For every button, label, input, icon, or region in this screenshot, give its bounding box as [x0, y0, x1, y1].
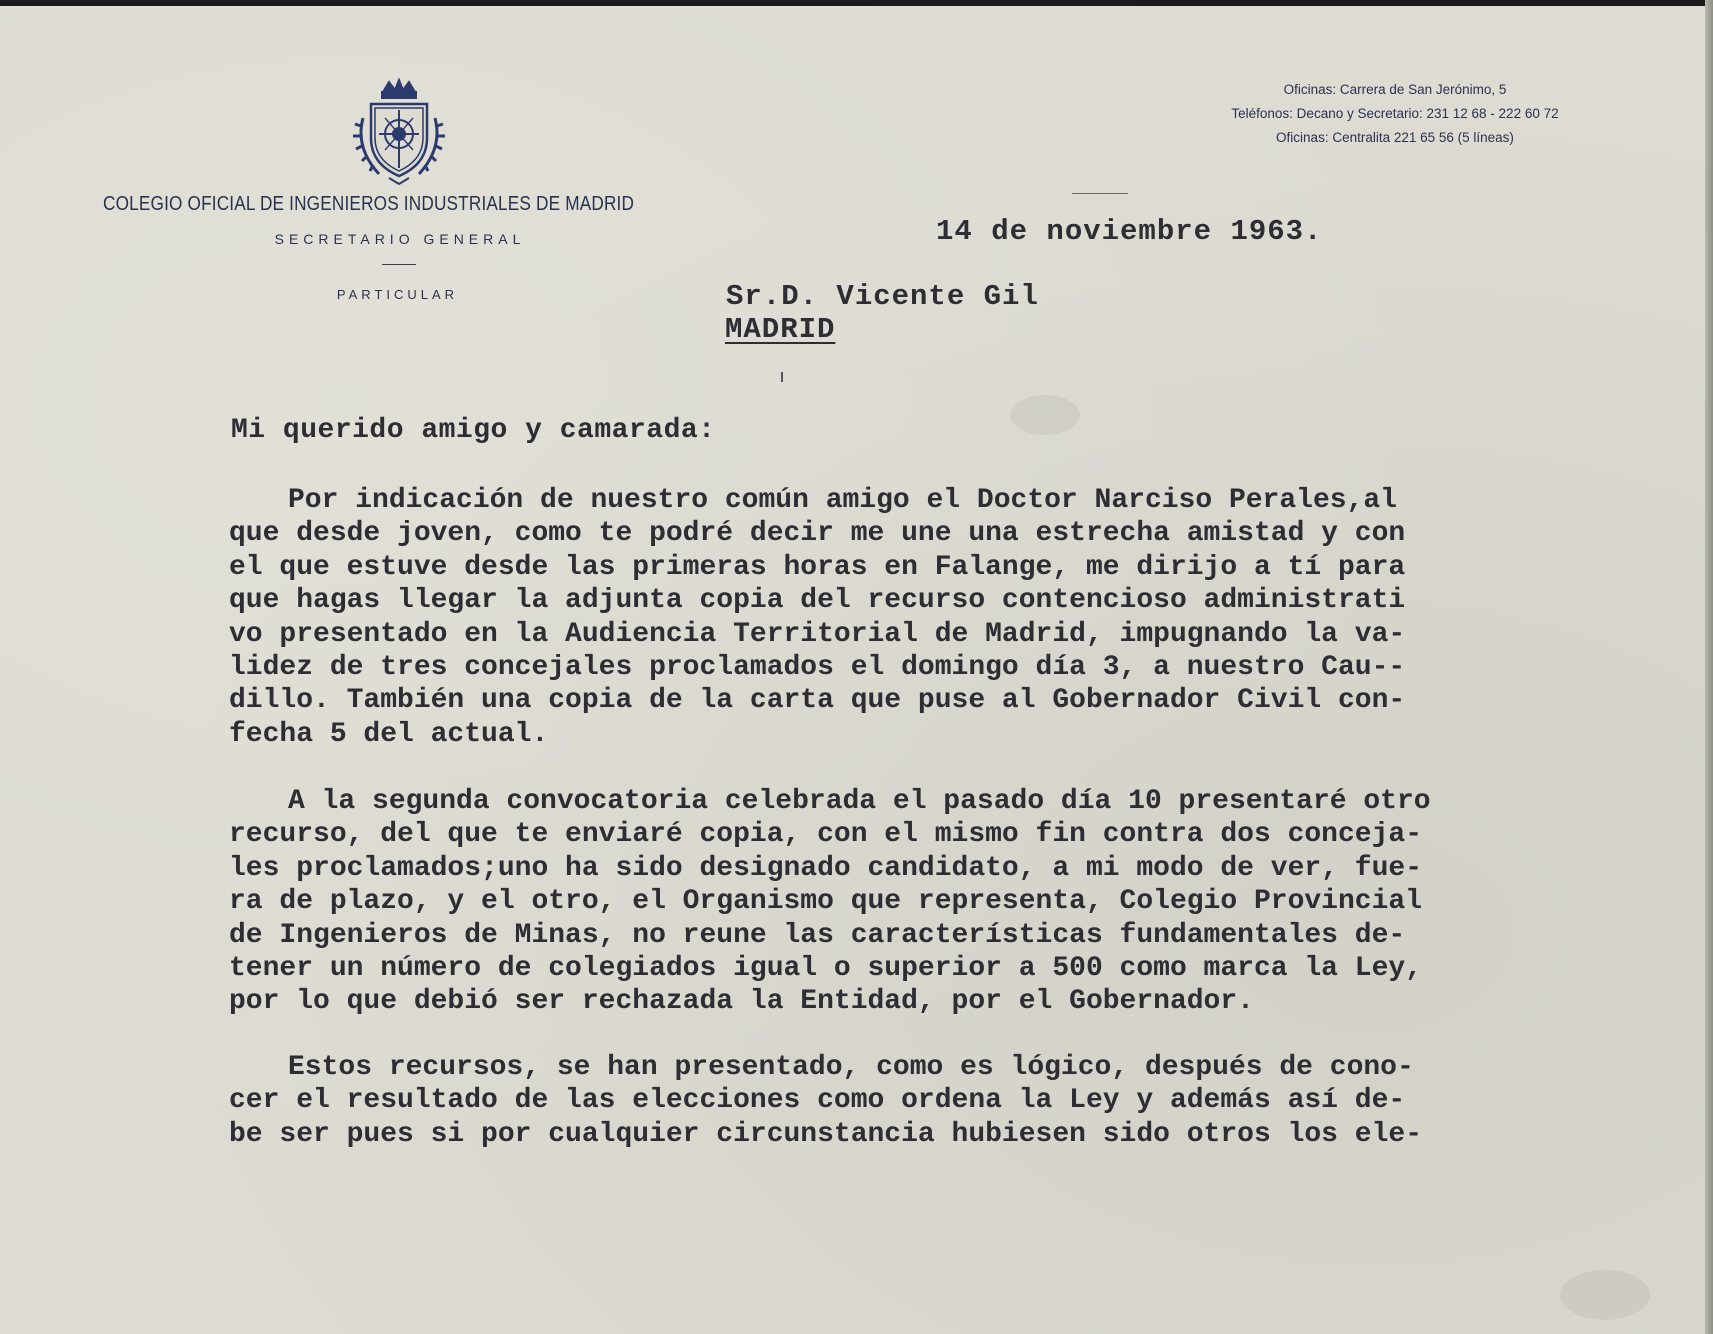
text-line: fecha 5 del actual.: [229, 718, 549, 750]
pencil-mark: [781, 372, 783, 382]
pencil-mark: [1072, 193, 1128, 194]
salutation: Mi querido amigo y camarada:: [231, 415, 716, 446]
recipient-name: Sr.D. Vicente Gil: [726, 280, 1039, 313]
body-paragraph-1: [229, 484, 1709, 751]
text-line: el que estuve desde las primeras horas en Falange, me dirijo a tí para: [229, 551, 1406, 583]
letter-date: 14 de noviembre 1963.: [936, 215, 1323, 248]
scan-top-edge: [0, 0, 1713, 6]
contact-line: Teléfonos: Decano y Secretario: 231 12 68 - 222 60 72: [1231, 106, 1559, 121]
recipient-city: MADRID: [725, 313, 836, 346]
text-line: dillo. También una copia de la carta que puse al Gobernador Civil con-: [229, 685, 1406, 717]
paper-stain: [1010, 395, 1080, 435]
contact-line: Oficinas: Carrera de San Jerónimo, 5: [1283, 82, 1507, 97]
contact-line: Oficinas: Centralita 221 65 56 (5 líneas): [1276, 130, 1514, 145]
body-paragraph-2: [229, 785, 1709, 1019]
text-line: vo presentado en la Audiencia Territorial de Madrid, impugnando la va-: [229, 618, 1406, 650]
letterhead-marking: PARTICULAR: [336, 287, 459, 302]
crest-emblem-icon: [349, 78, 449, 186]
text-line: les proclamados;uno ha sido designado candidato, a mi modo de ver, fue-: [229, 852, 1422, 884]
organization-name: COLEGIO OFICIAL DE INGENIEROS INDUSTRIALES DE MADRID: [103, 193, 635, 215]
text-line: que hagas llegar la adjunta copia del recurso contencioso administrati: [229, 585, 1406, 617]
text-line: Por indicación de nuestro común amigo el Doctor Narciso Perales,al: [288, 485, 1397, 516]
text-line: de Ingenieros de Minas, no reune las características fundamentales de-: [229, 919, 1406, 951]
contact-block: [1160, 78, 1630, 150]
text-line: lidez de tres concejales proclamados el domingo día 3, a nuestro Cau--: [229, 652, 1406, 684]
letterhead-subtitle: SECRETARIO GENERAL: [274, 231, 526, 247]
paper-stain: [1560, 1270, 1650, 1320]
text-line: cer el resultado de las elecciones como ordena la Ley y además así de-: [229, 1085, 1406, 1117]
text-line: que desde joven, como te podré decir me une una estrecha amistad y con: [229, 518, 1406, 550]
text-line: tener un número de colegiados igual o superior a 500 como marca la Ley,: [229, 953, 1422, 985]
text-line: A la segunda convocatoria celebrada el pasado día 10 presentaré otro: [288, 786, 1431, 817]
text-line: Estos recursos, se han presentado, como es lógico, después de cono-: [288, 1052, 1414, 1083]
text-line: por lo que debió ser rechazada la Entidad, por el Gobernador.: [229, 986, 1254, 1018]
body-paragraph-3: [229, 1051, 1709, 1151]
text-line: be ser pues si por cualquier circunstancia hubiesen sido otros los ele-: [229, 1118, 1422, 1150]
text-line: recurso, del que te enviaré copia, con el mismo fin contra dos conceja-: [229, 819, 1422, 851]
text-line: ra de plazo, y el otro, el Organismo que representa, Colegio Provincial: [229, 886, 1422, 918]
letterhead-divider: [382, 264, 416, 265]
